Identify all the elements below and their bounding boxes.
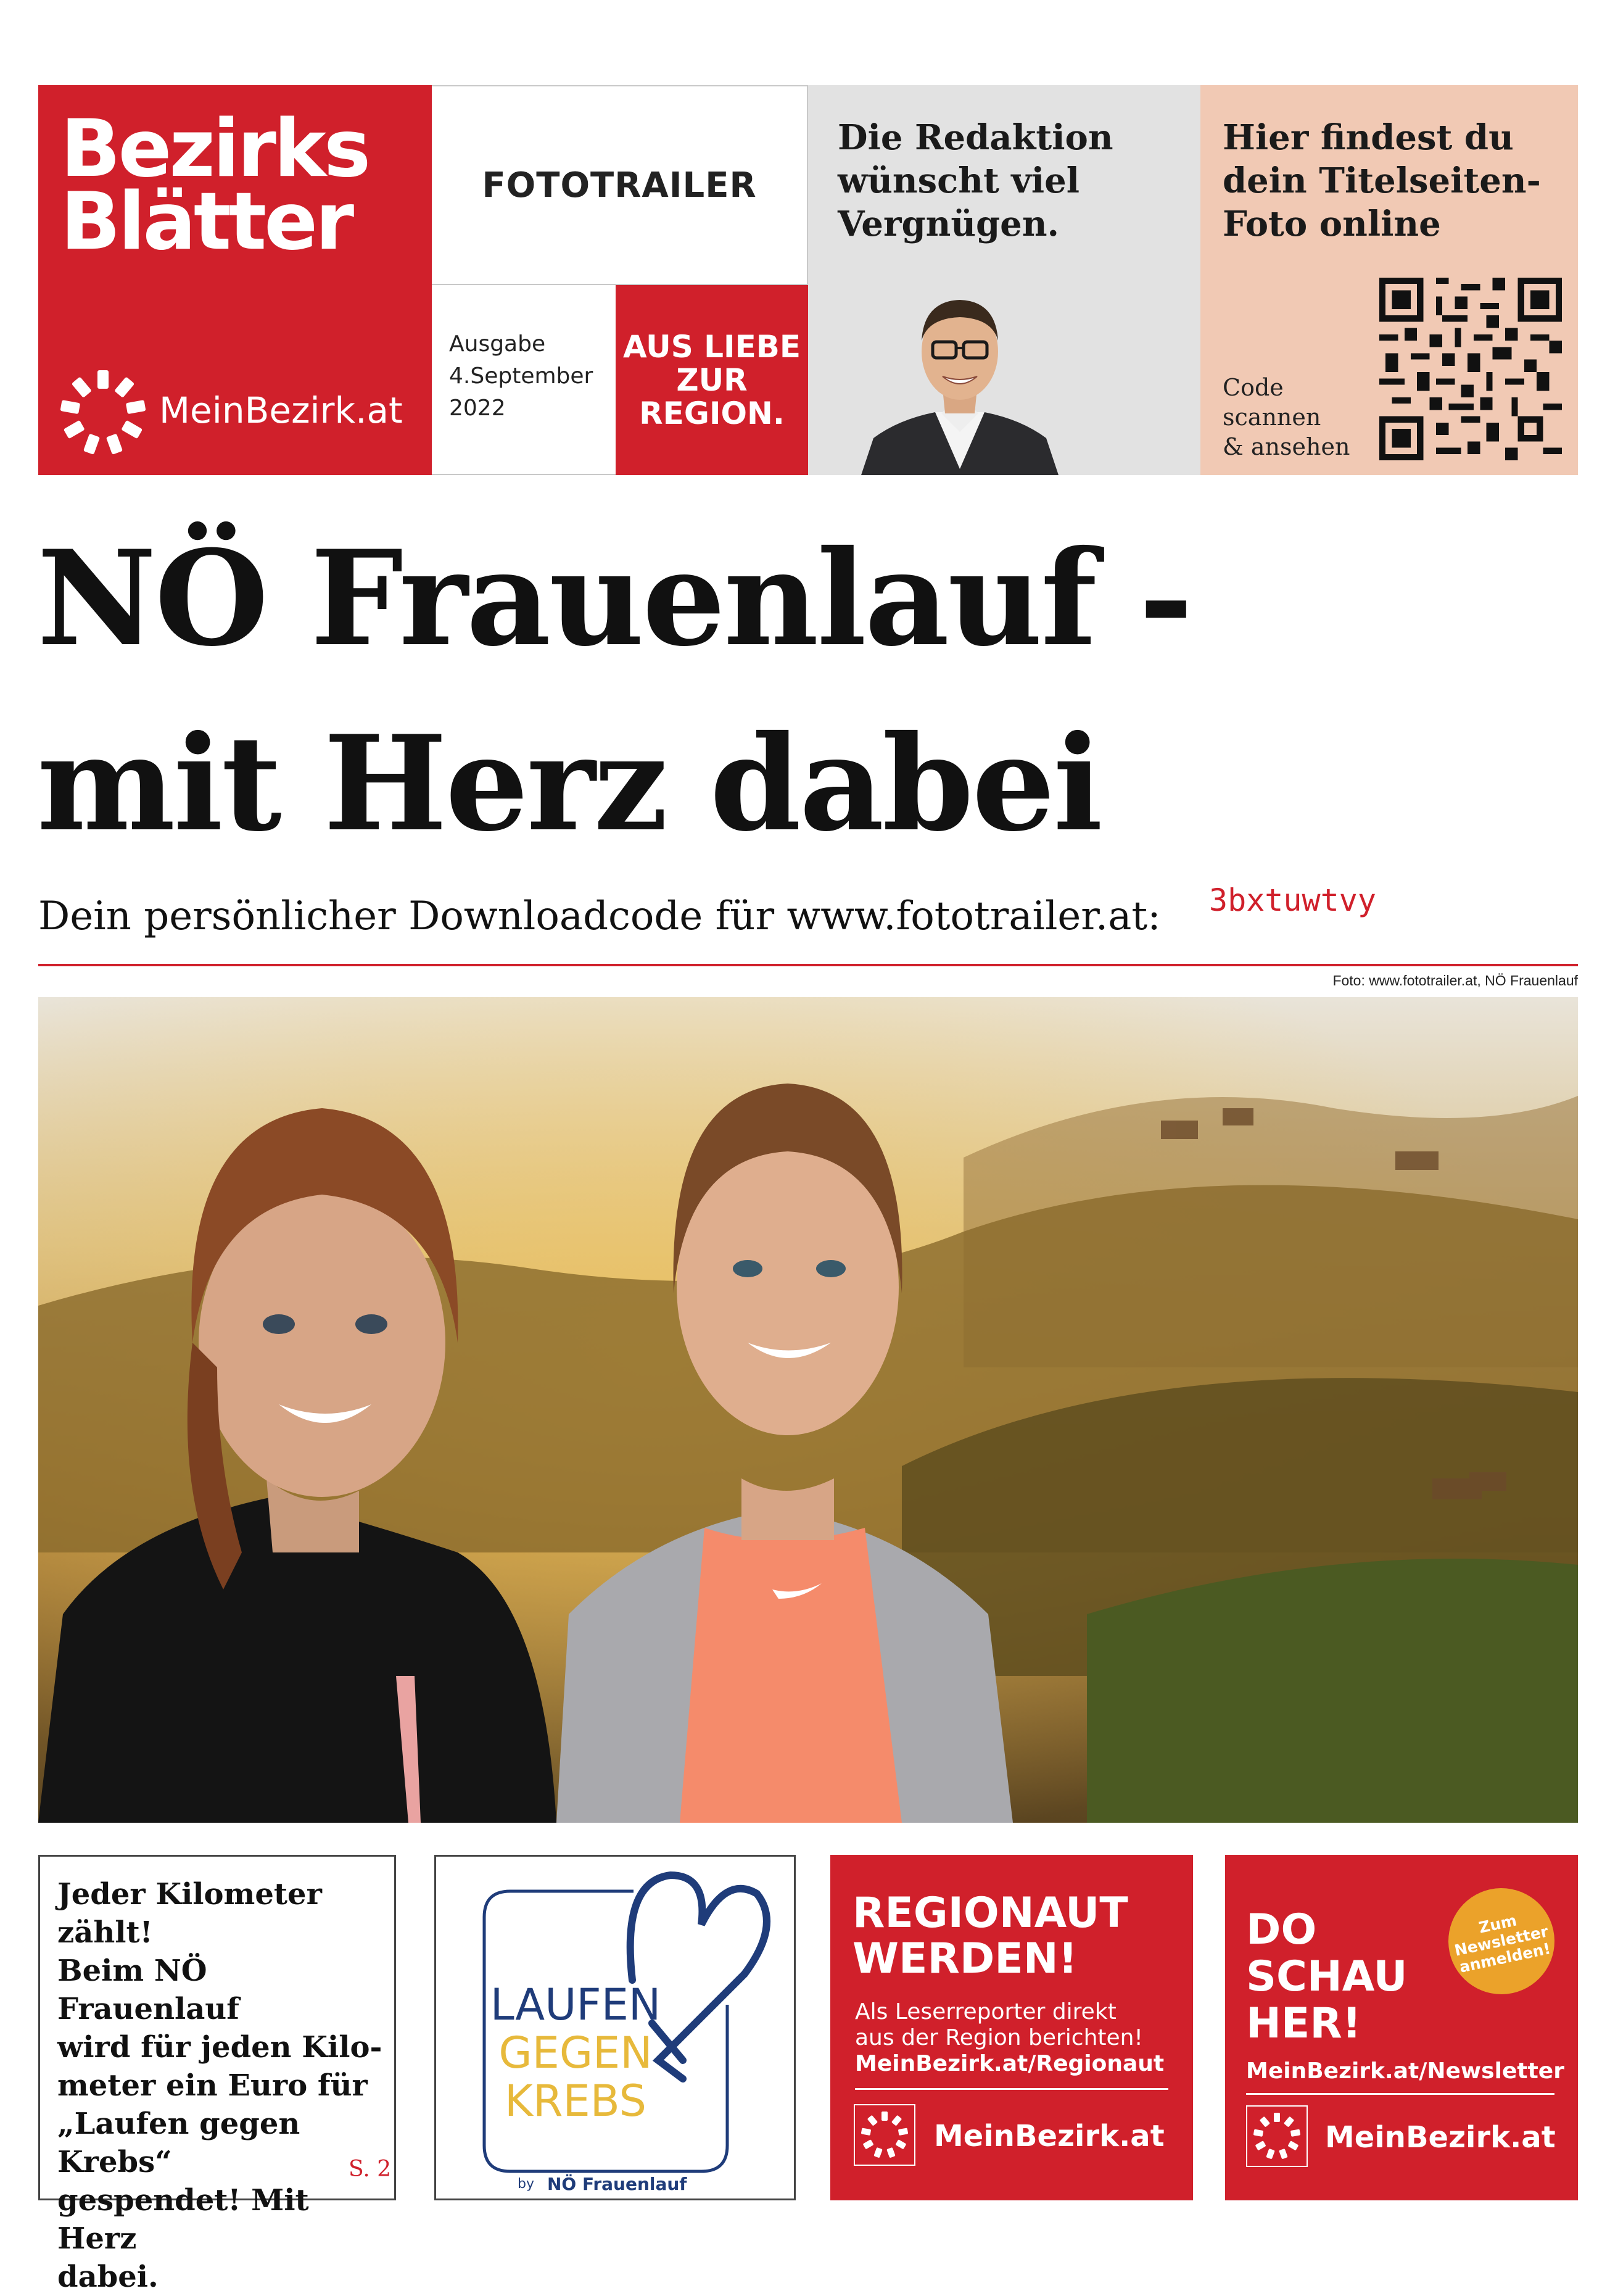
issue-year: 2022 — [449, 396, 506, 421]
online-photo-box — [1200, 85, 1578, 475]
bezirksblaetter-logo — [38, 85, 432, 475]
kilometer-text — [57, 1875, 384, 2296]
download-code[interactable]: 3bxtuwtvy — [1209, 882, 1376, 918]
newsletter-title-line-2: SCHAU — [1246, 1952, 1408, 2001]
regionaut-subtitle — [855, 1999, 1143, 2051]
editorial-line-2: wünscht viel — [838, 160, 1080, 201]
newsletter-link[interactable]: MeinBezirk.at/Newsletter — [1246, 2058, 1564, 2084]
kilometer-line-2: Beim NÖ Frauenlauf — [57, 1954, 239, 2026]
newsletter-ad[interactable] — [1225, 1855, 1578, 2200]
regionaut-title-line-1: REGIONAUT — [852, 1889, 1128, 1938]
krebs-word: KREBS — [505, 2076, 646, 2126]
slogan-line-1: AUS LIEBE — [622, 329, 801, 365]
meinbezirk-sun-icon — [854, 2104, 915, 2166]
slogan-box — [616, 285, 808, 475]
online-line-3: Foto online — [1223, 204, 1441, 244]
regionaut-title-line-2: WERDEN! — [852, 1934, 1078, 1983]
kilometer-line-5: „Laufen gegen Krebs“ — [57, 2107, 300, 2179]
newsletter-title-line-1: DO — [1246, 1905, 1317, 1954]
regionaut-ad[interactable] — [830, 1855, 1193, 2200]
newsletter-brand: MeinBezirk.at — [1325, 2120, 1556, 2155]
editorial-text — [838, 116, 1113, 246]
laufen-word: LAUFEN — [490, 1979, 661, 2030]
gegen-word: GEGEN — [498, 2028, 653, 2078]
editorial-box — [808, 85, 1200, 475]
issue-info — [432, 285, 616, 475]
newsletter-title-line-3: HER! — [1246, 1999, 1361, 2048]
kilometer-line-6: gespendet! Mit Herz — [57, 2183, 309, 2256]
online-text — [1223, 116, 1541, 246]
meinbezirk-sun-icon — [57, 367, 149, 459]
meinbezirk-website[interactable]: MeinBezirk.at — [159, 389, 403, 431]
scan-line-3: & ansehen — [1223, 433, 1350, 460]
newsletter-divider — [1246, 2093, 1554, 2095]
issue-date: 4.September — [449, 363, 593, 389]
editorial-line-3: Vergnügen. — [838, 204, 1060, 244]
scan-line-1: Code — [1223, 374, 1284, 401]
photo-credit: Foto: www.fototrailer.at, NÖ Frauenlauf — [1332, 972, 1578, 988]
newsletter-badge-text: Zum Newsletter anmelden! — [1453, 1911, 1553, 1976]
frauenlauf-label: NÖ Frauenlauf — [547, 2174, 687, 2194]
newsletter-badge[interactable] — [1439, 1878, 1564, 2004]
section-label — [432, 85, 808, 285]
kilometer-line-3: wird für jeden Kilo- — [57, 2030, 382, 2065]
headline — [37, 506, 1567, 876]
kilometer-line-7: dabei. — [57, 2260, 159, 2294]
newsletter-title — [1246, 1907, 1408, 2047]
qr-code-icon[interactable] — [1379, 278, 1562, 460]
editorial-line-1: Die Redaktion — [838, 117, 1113, 158]
regionaut-sub-line-2: aus der Region berichten! — [855, 2025, 1143, 2050]
regionaut-sub-line-1: Als Leserreporter direkt — [855, 1999, 1117, 2025]
by-label: by — [518, 2176, 534, 2192]
cover-photo — [38, 997, 1578, 1823]
meinbezirk-sun-icon — [1246, 2105, 1308, 2167]
scan-instructions — [1223, 373, 1350, 462]
logo-line-1: Bezirks — [60, 103, 369, 195]
issue-label: Ausgabe — [449, 331, 546, 357]
regionaut-title — [852, 1891, 1128, 1982]
regionaut-brand: MeinBezirk.at — [934, 2119, 1165, 2153]
scan-line-2: scannen — [1223, 404, 1321, 431]
kilometer-line-1: Jeder Kilometer zählt! — [57, 1877, 322, 1950]
online-line-2: dein Titelseiten- — [1223, 160, 1541, 201]
slogan-line-3: REGION. — [639, 396, 785, 431]
page-reference: S. 2 — [349, 2157, 392, 2182]
online-line-1: Hier findest du — [1223, 117, 1514, 158]
headline-line-2: mit Herz dabei — [37, 707, 1101, 860]
regionaut-divider — [855, 2088, 1168, 2090]
editor-portrait — [849, 284, 1071, 475]
headline-line-1: NÖ Frauenlauf - — [37, 521, 1192, 675]
download-instructions: Dein persönlicher Downloadcode für www.fototrailer.at: — [38, 893, 1161, 939]
regionaut-link[interactable]: MeinBezirk.at/Regionaut — [855, 2051, 1165, 2076]
laufen-gegen-krebs-logo — [434, 1855, 796, 2200]
section-label-text: FOTOTRAILER — [482, 165, 757, 205]
logo-line-2: Blätter — [60, 176, 352, 268]
kilometer-teaser — [38, 1855, 396, 2294]
slogan-line-2: ZUR — [676, 362, 748, 398]
kilometer-line-4: meter ein Euro für — [57, 2068, 368, 2103]
red-divider — [38, 964, 1578, 966]
